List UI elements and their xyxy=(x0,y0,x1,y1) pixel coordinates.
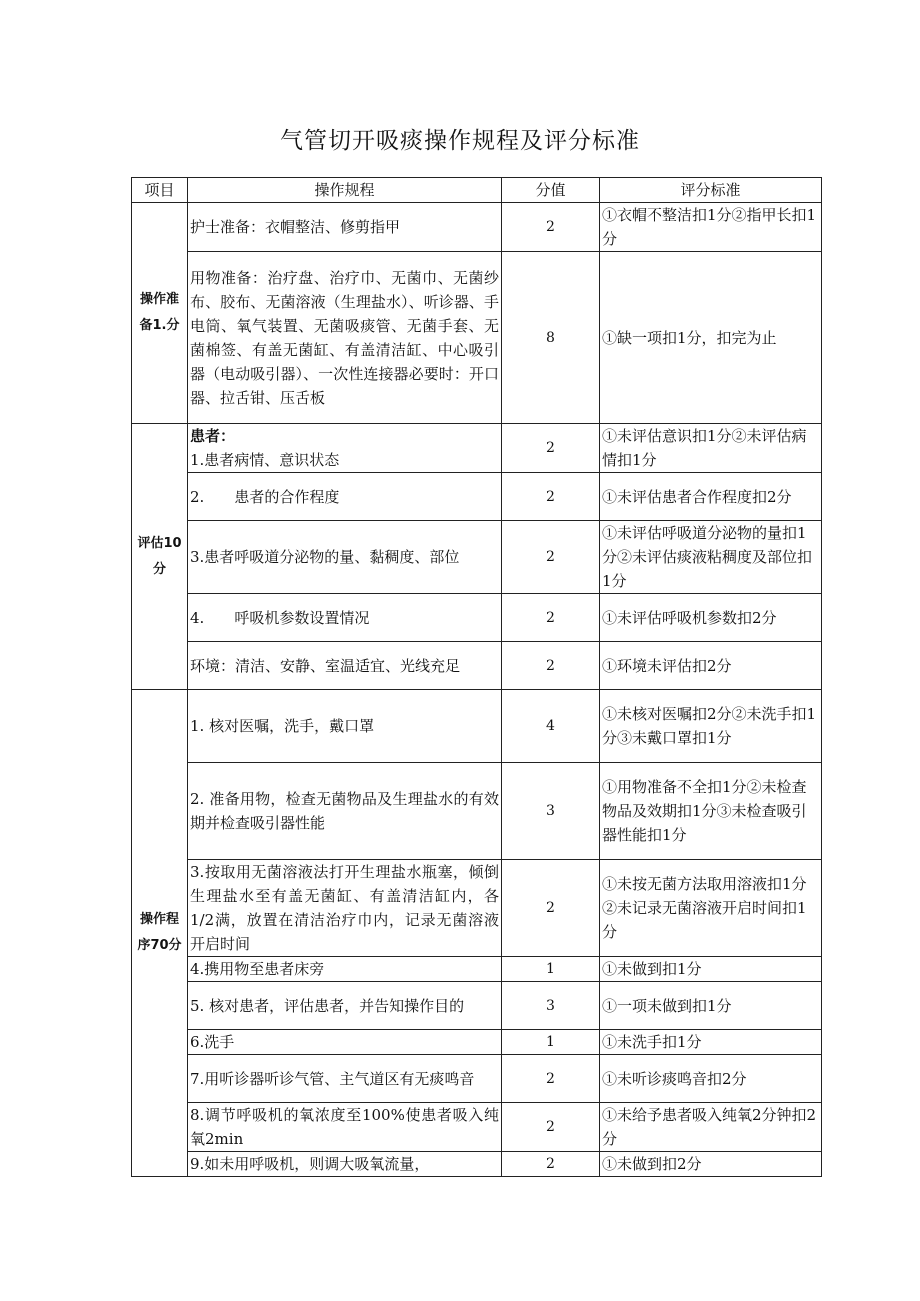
criteria-cell: ①未评估呼吸机参数扣2分 xyxy=(600,594,822,642)
scoring-table xyxy=(131,177,822,1177)
header-criteria: 评分标准 xyxy=(600,178,822,203)
criteria-text: ②未记录无菌溶液开启时间扣1分 xyxy=(602,899,807,941)
table-row xyxy=(132,642,822,690)
score-cell: 4 xyxy=(502,690,600,763)
score-cell: 2 xyxy=(502,424,600,473)
procedure-cell: 8.调节呼吸机的氧浓度至100%使患者吸入纯氧2min xyxy=(188,1103,502,1152)
table-row xyxy=(132,424,822,473)
score-cell: 3 xyxy=(502,763,600,860)
procedure-number: 2. xyxy=(190,487,205,506)
table-row xyxy=(132,473,822,521)
table-row xyxy=(132,860,822,957)
score-cell: 2 xyxy=(502,1152,600,1177)
criteria-cell: ①未听诊痰鸣音扣2分 xyxy=(600,1055,822,1103)
score-cell: 1 xyxy=(502,957,600,982)
table-row xyxy=(132,521,822,594)
header-score: 分值 xyxy=(502,178,600,203)
score-cell: 2 xyxy=(502,203,600,252)
section-label-assessment: 评估10分 xyxy=(132,424,188,690)
score-cell: 1 xyxy=(502,1030,600,1055)
criteria-cell: ①一项未做到扣1分 xyxy=(600,982,822,1030)
score-cell: 8 xyxy=(502,252,600,424)
procedure-cell: 3.患者呼吸道分泌物的量、黏稠度、部位 xyxy=(188,521,502,594)
procedure-heading: 患者： xyxy=(190,427,236,445)
page-title: 气管切开吸痰操作规程及评分标准 xyxy=(280,128,640,154)
criteria-cell: ①环境未评估扣2分 xyxy=(600,642,822,690)
procedure-cell xyxy=(188,594,502,642)
criteria-cell: ①未评估意识扣1分②未评估病情扣1分 xyxy=(600,424,822,473)
procedure-text: 1.患者病情、意识状态 xyxy=(190,451,340,469)
table-row xyxy=(132,763,822,860)
procedure-cell: 3.按取用无菌溶液法打开生理盐水瓶塞，倾倒生理盐水至有盖无菌缸、有盖清洁缸内，各1/2满，放置在清洁治疗巾内，记录无菌溶液开启时间 xyxy=(188,860,502,957)
table-row xyxy=(132,1103,822,1152)
score-cell: 2 xyxy=(502,642,600,690)
criteria-cell: ①用物准备不全扣1分②未检查物品及效期扣1分③未检查吸引器性能扣1分 xyxy=(600,763,822,860)
score-cell: 2 xyxy=(502,1103,600,1152)
procedure-cell: 1. 核对医嘱，洗手，戴口罩 xyxy=(188,690,502,763)
criteria-cell xyxy=(600,860,822,957)
table-row xyxy=(132,1152,822,1177)
procedure-number: 4. xyxy=(190,608,205,627)
table-row xyxy=(132,957,822,982)
table-row xyxy=(132,203,822,252)
score-cell: 2 xyxy=(502,521,600,594)
score-cell: 2 xyxy=(502,473,600,521)
header-procedure: 操作规程 xyxy=(188,178,502,203)
criteria-cell: ①缺一项扣1分，扣完为止 xyxy=(600,252,822,424)
criteria-cell: ①未核对医嘱扣2分②未洗手扣1分③未戴口罩扣1分 xyxy=(600,690,822,763)
procedure-cell: 用物准备：治疗盘、治疗巾、无菌巾、无菌纱布、胶布、无菌溶液（生理盐水）、听诊器、手电筒、氧气装置、无菌吸痰管、无菌手套、无菌棉签、有盖无菌缸、有盖清洁缸、中心吸引器（电动吸引器）、一次性连接器必要时：开口器、拉舌钳、压舌板 xyxy=(188,252,502,424)
table-row xyxy=(132,690,822,763)
criteria-cell: ①衣帽不整洁扣1分②指甲长扣1分 xyxy=(600,203,822,252)
section-label-procedure: 操作程序70分 xyxy=(132,690,188,1177)
procedure-cell xyxy=(188,424,502,473)
procedure-cell: 9.如未用呼吸机，则调大吸氧流量， xyxy=(188,1152,502,1177)
score-cell: 3 xyxy=(502,982,600,1030)
table-row xyxy=(132,1030,822,1055)
table-row xyxy=(132,982,822,1030)
score-cell: 2 xyxy=(502,1055,600,1103)
section-label-preparation: 操作准备1.分 xyxy=(132,203,188,424)
table-row xyxy=(132,594,822,642)
criteria-cell: ①未给予患者吸入纯氧2分钟扣2分 xyxy=(600,1103,822,1152)
table-header-row xyxy=(132,178,822,203)
procedure-cell: 6.洗手 xyxy=(188,1030,502,1055)
procedure-cell: 2. 准备用物，检查无菌物品及生理盐水的有效期并检查吸引器性能 xyxy=(188,763,502,860)
criteria-cell: ①未评估患者合作程度扣2分 xyxy=(600,473,822,521)
score-cell: 2 xyxy=(502,860,600,957)
criteria-cell: ①未洗手扣1分 xyxy=(600,1030,822,1055)
criteria-cell: ①未做到扣1分 xyxy=(600,957,822,982)
criteria-cell: ①未做到扣2分 xyxy=(600,1152,822,1177)
procedure-text: 呼吸机参数设置情况 xyxy=(234,608,370,627)
procedure-cell: 7.用听诊器听诊气管、主气道区有无痰鸣音 xyxy=(188,1055,502,1103)
header-item: 项目 xyxy=(132,178,188,203)
procedure-cell: 护士准备：衣帽整洁、修剪指甲 xyxy=(188,203,502,252)
score-cell: 2 xyxy=(502,594,600,642)
criteria-text: ①未按无菌方法取用溶液扣1分 xyxy=(602,875,807,893)
procedure-cell: 5. 核对患者，评估患者，并告知操作目的 xyxy=(188,982,502,1030)
procedure-cell: 环境：清洁、安静、室温适宜、光线充足 xyxy=(188,642,502,690)
procedure-cell xyxy=(188,473,502,521)
criteria-cell: ①未评估呼吸道分泌物的量扣1分②未评估痰液粘稠度及部位扣1分 xyxy=(600,521,822,594)
procedure-cell: 4.携用物至患者床旁 xyxy=(188,957,502,982)
table-row xyxy=(132,252,822,424)
table-row xyxy=(132,1055,822,1103)
procedure-text: 患者的合作程度 xyxy=(234,487,340,506)
